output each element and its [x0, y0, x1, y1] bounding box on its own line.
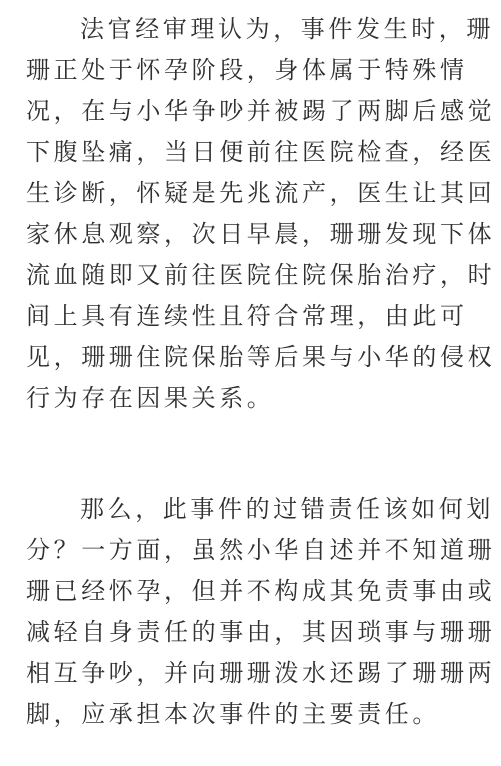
text-line: 间上具有连续性且符合常理，由此可 — [26, 302, 468, 330]
text-line: 分？一方面，虽然小华自述并不知道珊 — [26, 536, 496, 564]
text-line: 相互争吵，并向珊珊泼水还踢了珊珊两 — [26, 659, 496, 687]
text-line: 见，珊珊住院保胎等后果与小华的侵权 — [26, 343, 496, 371]
text-line: 珊正处于怀孕阶段，身体属于特殊情 — [26, 56, 468, 84]
paragraph-fault-responsibility — [26, 489, 496, 735]
text-line: 行为存在因果关系。 — [26, 384, 275, 412]
text-line: 家休息观察，次日早晨，珊珊发现下体 — [26, 220, 496, 248]
text-line: 法官经审理认为，事件发生时，珊 — [80, 15, 494, 43]
text-line: 生诊断，怀疑是先兆流产，医生让其回 — [26, 179, 496, 207]
text-line: 减轻自身责任的事由，其因琐事与珊珊 — [26, 618, 496, 646]
text-line: 脚，应承担本次事件的主要责任。 — [26, 700, 440, 728]
text-line: 珊已经怀孕，但并不构成其免责事由或 — [26, 577, 496, 605]
paragraph-judgment-causation — [26, 9, 496, 419]
text-line: 那么，此事件的过错责任该如何划 — [80, 495, 494, 523]
text-line: 下腹坠痛，当日便前往医院检查，经医 — [26, 138, 496, 166]
text-line: 流血随即又前往医院住院保胎治疗，时 — [26, 261, 496, 289]
text-line: 况，在与小华争吵并被踢了两脚后感觉 — [26, 97, 496, 125]
